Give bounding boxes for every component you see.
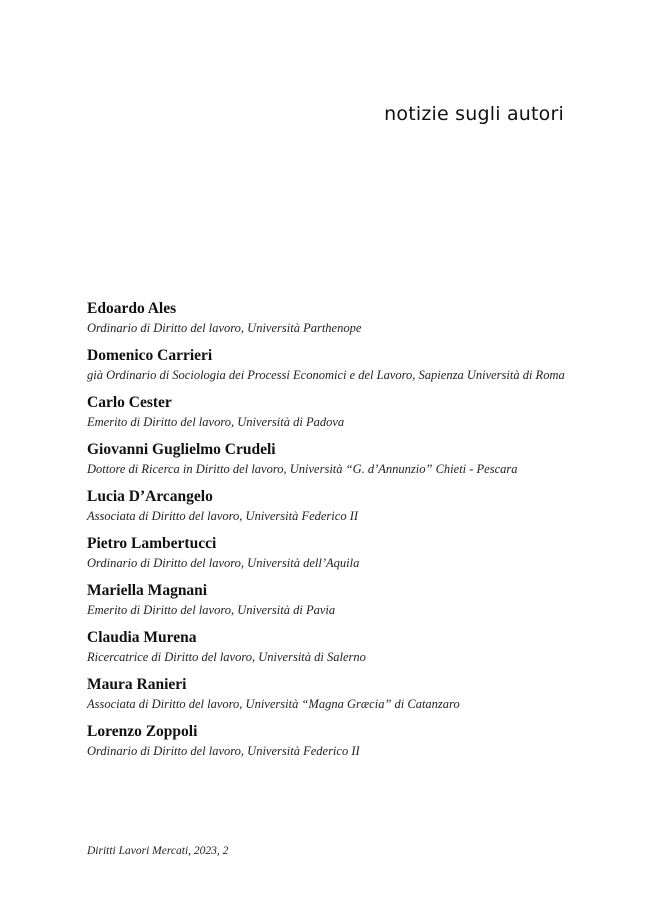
author-name: Domenico Carrieri (87, 347, 213, 364)
author-name: Lucia D’Arcangelo (87, 488, 213, 505)
author-name: Mariella Magnani (87, 582, 208, 599)
author-role: Associata di Diritto del lavoro, Università “Magna Græcia” di Catanzaro (87, 697, 460, 711)
author-role: Ordinario di Diritto del lavoro, Università dell’Aquila (87, 556, 360, 570)
author-entry (87, 488, 587, 535)
author-role: Ordinario di Diritto del lavoro, Università Parthenope (87, 321, 362, 335)
author-name: Carlo Cester (87, 394, 172, 411)
author-role: Emerito di Diritto del lavoro, Università di Pavia (87, 603, 336, 617)
author-name: Lorenzo Zoppoli (87, 723, 198, 740)
author-name: Maura Ranieri (87, 676, 187, 693)
author-entry (87, 582, 587, 629)
author-role: Ricercatrice di Diritto del lavoro, Università di Salerno (87, 650, 366, 664)
author-role: Emerito di Diritto del lavoro, Università di Padova (87, 415, 345, 429)
section-title: notizie sugli autori (384, 103, 564, 125)
author-name: Giovanni Guglielmo Crudeli (87, 441, 276, 458)
author-entry (87, 629, 587, 676)
author-role: Associata di Diritto del lavoro, Università Federico II (87, 509, 359, 523)
author-entry (87, 300, 587, 347)
author-role: già Ordinario di Sociologia dei Processi Economici e del Lavoro, Sapienza Università di Roma (87, 368, 565, 382)
author-entry (87, 535, 587, 582)
running-footer: Diritti Lavori Mercati, 2023, 2 (87, 845, 229, 857)
author-entry (87, 347, 587, 394)
author-entry (87, 723, 587, 770)
author-entry (87, 676, 587, 723)
author-name: Claudia Murena (87, 629, 197, 646)
author-role: Dottore di Ricerca in Diritto del lavoro, Università “G. d’Annunzio” Chieti - Pescara (87, 462, 518, 476)
author-entry (87, 394, 587, 441)
author-role: Ordinario di Diritto del lavoro, Università Federico II (87, 744, 360, 758)
author-list (87, 300, 587, 770)
author-name: Pietro Lambertucci (87, 535, 217, 552)
author-name: Edoardo Ales (87, 300, 177, 317)
author-entry (87, 441, 587, 488)
